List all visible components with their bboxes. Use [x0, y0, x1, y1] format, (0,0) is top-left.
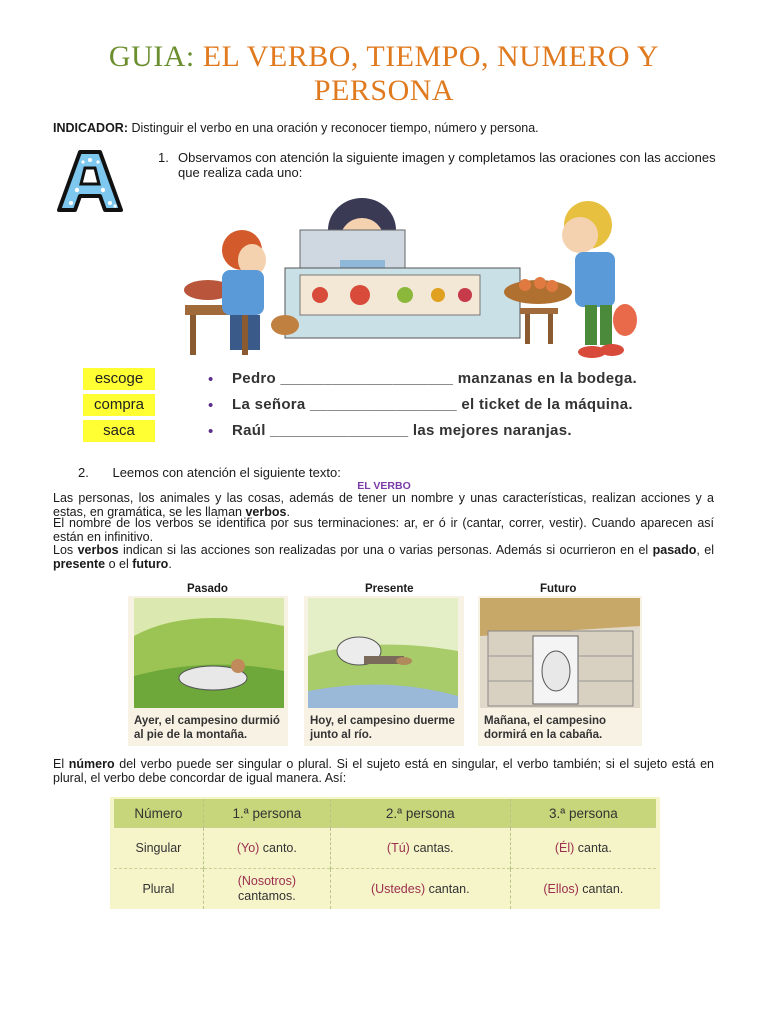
indicador-label: INDICADOR:	[53, 121, 128, 135]
verb-form: canta.	[574, 840, 612, 855]
caption-line: junto al río.	[310, 729, 372, 741]
future-illustration	[478, 596, 642, 711]
verb-sentence: Pedro ____________________ manzanas en la bodega.	[232, 370, 637, 387]
paragraph-4	[53, 758, 714, 785]
caption-line: Mañana, el campesino	[484, 715, 607, 727]
verb-sentence: Raúl ________________ las mejores naranjas.	[232, 422, 572, 439]
verb-row	[80, 368, 680, 392]
verb-form: cantas.	[409, 840, 454, 855]
p4-a: El	[53, 757, 69, 771]
bullet-icon: •	[208, 423, 214, 440]
p3-h: futuro	[132, 556, 169, 571]
caption-line: dormirá en la cabaña.	[484, 729, 603, 741]
section-subtitle: EL VERBO	[357, 480, 411, 492]
verb-word: saca	[83, 420, 155, 442]
verb-row	[80, 394, 680, 418]
p3-f: presente	[53, 556, 106, 571]
p3-b: verbos	[77, 543, 119, 557]
conjugation-table	[110, 797, 660, 909]
tense-label-future: Futuro	[540, 583, 577, 595]
tense-caption-present	[310, 714, 455, 742]
paragraph-1-text: Las personas, los animales y las cosas, además de tener un nombre y unas características, realizan acciones y a estas, en gramática, se les llaman	[53, 491, 714, 519]
instruction-2-text: Leemos con atención el siguiente texto:	[112, 465, 341, 480]
tense-panel-future	[478, 596, 642, 746]
pronoun: (Yo)	[236, 840, 260, 855]
p3-i: .	[168, 556, 172, 571]
paragraph-1-bold: verbos	[245, 504, 287, 519]
table-row	[114, 828, 656, 869]
verb-form: cantan.	[425, 881, 470, 896]
paragraph-1-end: .	[286, 504, 290, 519]
table-header: 3.ª persona	[510, 799, 656, 828]
paragraph-1	[53, 492, 714, 519]
pronoun: (Nosotros)	[237, 874, 297, 888]
instruction-2	[78, 465, 341, 480]
caption-line: Hoy, el campesino duerme	[310, 715, 455, 727]
past-illustration	[128, 596, 288, 711]
table-cell-number: Plural	[114, 869, 203, 910]
caption-line: al pie de la montaña.	[134, 729, 248, 741]
pronoun: (Él)	[554, 840, 575, 855]
market-scene-illustration	[180, 190, 660, 365]
caption-line: Ayer, el campesino durmió	[134, 715, 280, 727]
paragraph-2: El nombre de los verbos se identifica por sus terminaciones: ar, er ó ir (cantar, correr, vestir). Cuando aparecen así están en infinitivo.	[53, 516, 714, 544]
pronoun: (Ustedes)	[370, 881, 426, 896]
table-header: Número	[114, 799, 203, 828]
table-header: 1.ª persona	[203, 799, 330, 828]
tense-label-present: Presente	[365, 583, 414, 595]
table-cell	[510, 869, 656, 910]
instruction-2-number: 2.	[78, 465, 89, 480]
tense-caption-past	[134, 714, 280, 742]
pronoun: (Tú)	[386, 840, 410, 855]
verb-row	[80, 420, 680, 444]
table-cell	[203, 869, 330, 910]
p3-g: o el	[105, 556, 133, 571]
table-header-row	[114, 799, 656, 828]
bullet-icon: •	[208, 397, 214, 414]
pronoun: (Ellos)	[543, 881, 579, 896]
indicador-text: Distinguir el verbo en una oración y reconocer tiempo, número y persona.	[131, 121, 539, 135]
instruction-1-text: Observamos con atención la siguiente imagen y completamos las oraciones con las acciones que realiza cada uno:	[178, 150, 716, 180]
verb-sentence: La señora _________________ el ticket de la máquina.	[232, 396, 633, 413]
table-header: 2.ª persona	[330, 799, 510, 828]
table-cell	[203, 828, 330, 869]
tense-panel-past	[128, 596, 288, 746]
p4-c: del verbo puede ser singular o plural. Si el sujeto está en singular, el verbo también; si el sujeto está en plural, el verbo debe concordar de igual manera. Así:	[53, 757, 714, 785]
title-part-guia: GUIA:	[108, 40, 195, 73]
p3-a: Los	[53, 543, 78, 557]
letter-a-icon	[55, 148, 125, 214]
title-part-persona: PERSONA	[313, 74, 455, 107]
instruction-1-number: 1.	[158, 150, 169, 165]
bullet-icon: •	[208, 371, 214, 388]
p3-d: pasado	[652, 543, 697, 557]
tense-label-past: Pasado	[187, 583, 228, 595]
table-cell	[510, 828, 656, 869]
verb-form: cantamos.	[238, 889, 296, 903]
title-part-topic: EL VERBO, TIEMPO, NUMERO Y	[202, 40, 660, 73]
tense-caption-future	[484, 714, 606, 742]
indicador-line	[53, 121, 539, 135]
table-cell	[330, 869, 510, 910]
p3-c: indican si las acciones son realizadas por una o varias personas. Además si ocurrieron en el	[118, 543, 653, 557]
instruction-1	[158, 150, 718, 180]
verb-word: compra	[83, 394, 155, 416]
verb-form: canto.	[259, 840, 297, 855]
paragraph-3	[53, 544, 714, 571]
verb-word: escoge	[83, 368, 155, 390]
table-row	[114, 869, 656, 910]
page-title	[40, 40, 728, 108]
present-illustration	[304, 596, 464, 711]
conjugation-table-grid	[114, 799, 656, 909]
p3-e: , el	[696, 543, 714, 557]
tense-panel-present	[304, 596, 464, 746]
verb-form: cantan.	[578, 881, 624, 896]
table-cell-number: Singular	[114, 828, 203, 869]
table-cell	[330, 828, 510, 869]
p4-b: número	[68, 757, 115, 771]
